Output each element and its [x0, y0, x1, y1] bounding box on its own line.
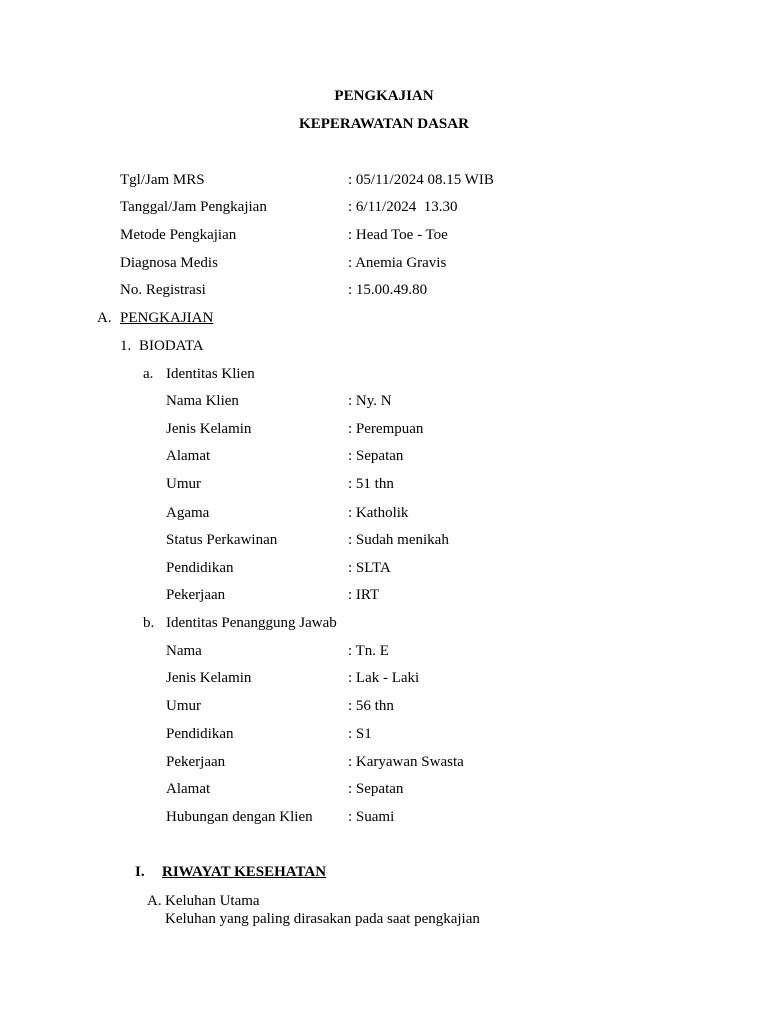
document-subtitle: KEPERAWATAN DASAR [299, 116, 469, 132]
section-i-marker: I. [135, 864, 145, 880]
field-label: Diagnosa Medis [120, 255, 218, 271]
field-label: Nama [166, 643, 202, 659]
field-label: Pendidikan [166, 560, 234, 576]
field-value: : Suami [348, 809, 395, 825]
field-label: Umur [166, 476, 201, 492]
field-label: Alamat [166, 448, 211, 464]
penanggung-jawab-marker: b. [143, 615, 155, 631]
document-title: PENGKAJIAN [334, 88, 434, 104]
field-label: Tgl/Jam MRS [120, 172, 205, 188]
field-label: Pendidikan [166, 726, 234, 742]
keluhan-utama-text: Keluhan yang paling dirasakan pada saat pengkajian [165, 911, 480, 927]
field-label: Nama Klien [166, 393, 239, 409]
identitas-klien-heading: Identitas Klien [166, 366, 255, 382]
field-label: Metode Pengkajian [120, 227, 237, 243]
field-label: Alamat [166, 781, 211, 797]
field-value: : Karyawan Swasta [348, 754, 464, 770]
field-value: : Sepatan [348, 448, 404, 464]
field-value: : Katholik [348, 505, 409, 521]
field-value: : 56 thn [348, 698, 394, 714]
field-value: : 15.00.49.80 [348, 282, 428, 298]
field-value: : S1 [348, 726, 372, 742]
field-value: : Lak - Laki [348, 670, 420, 686]
section-i-heading: RIWAYAT KESEHATAN [162, 864, 327, 880]
field-label: Jenis Kelamin [166, 670, 252, 686]
field-value: : Head Toe - Toe [348, 227, 448, 243]
field-value: : Ny. N [348, 393, 392, 409]
field-value: : Sudah menikah [348, 532, 449, 548]
field-value: : Anemia Gravis [348, 255, 447, 271]
field-value: : Sepatan [348, 781, 404, 797]
penanggung-jawab-heading: Identitas Penanggung Jawab [166, 615, 337, 631]
field-label: Tanggal/Jam Pengkajian [120, 199, 267, 215]
keluhan-utama-heading: Keluhan Utama [165, 893, 260, 909]
field-value: : Perempuan [348, 421, 424, 437]
section-a-heading: PENGKAJIAN [120, 310, 214, 326]
field-value: : SLTA [348, 560, 391, 576]
field-value: : IRT [348, 587, 380, 603]
field-label: Hubungan dengan Klien [166, 809, 313, 825]
section-a-marker: A. [97, 310, 112, 326]
field-label: No. Registrasi [120, 282, 206, 298]
field-value: : 05/11/2024 08.15 WIB [348, 172, 494, 188]
identitas-klien-marker: a. [143, 366, 154, 382]
field-value: : 51 thn [348, 476, 394, 492]
field-value: : 6/11/2024 13.30 [348, 199, 458, 215]
biodata-marker: 1. [120, 338, 132, 354]
field-label: Agama [166, 505, 210, 521]
field-label: Pekerjaan [166, 587, 226, 603]
field-label: Pekerjaan [166, 754, 226, 770]
field-label: Jenis Kelamin [166, 421, 252, 437]
field-value: : Tn. E [348, 643, 389, 659]
keluhan-utama-marker: A. [147, 893, 162, 909]
field-label: Umur [166, 698, 201, 714]
field-label: Status Perkawinan [166, 532, 278, 548]
biodata-heading: BIODATA [139, 338, 204, 354]
